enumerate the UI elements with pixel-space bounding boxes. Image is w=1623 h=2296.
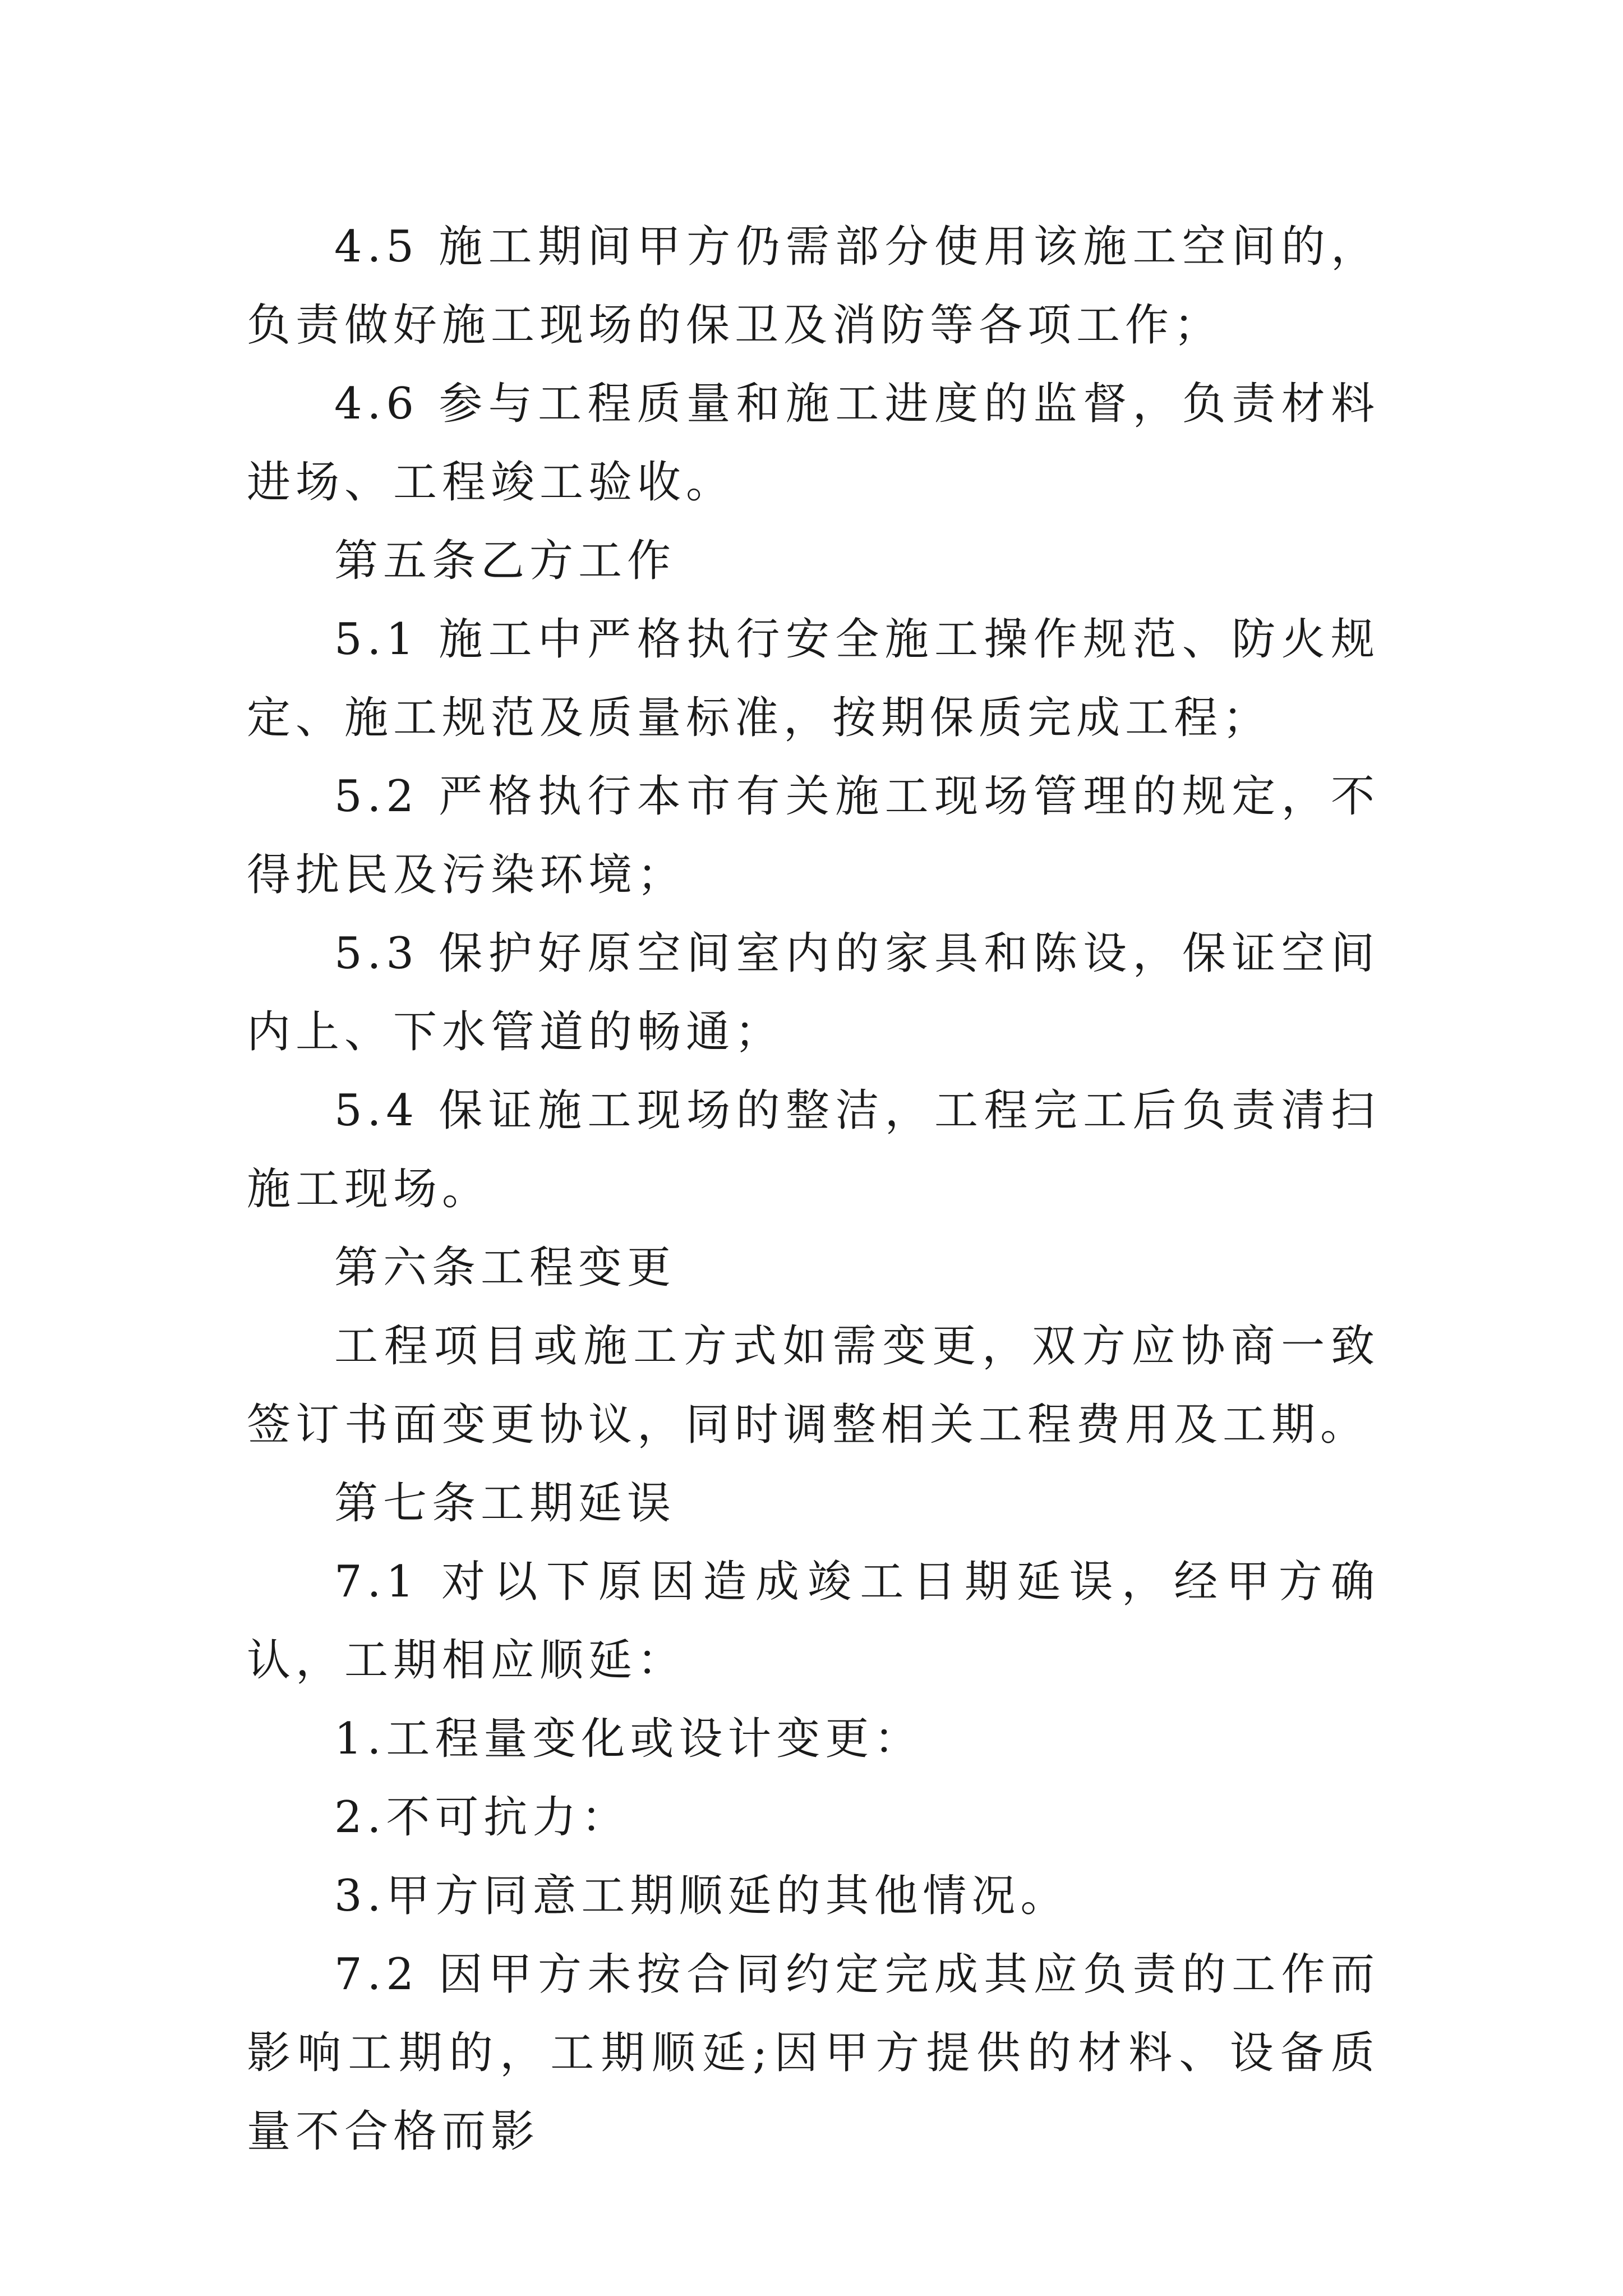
clause-7-2: 7.2 因甲方未按合同约定完成其应负责的工作而影响工期的，工期顺延;因甲方提供的材料、设备质量不合格而影 — [247, 1949, 1380, 2157]
clause-4-5: 4.5 施工期间甲方仍需部分使用该施工空间的，负责做好施工现场的保卫及消防等各项工作； — [247, 222, 1380, 351]
clause-5-4: 5.4 保证施工现场的整洁，工程完工后负责清扫施工现场。 — [247, 1085, 1380, 1214]
document-body — [247, 208, 1380, 2171]
clause-4-6: 4.6 参与工程质量和施工进度的监督，负责材料进场、工程竣工验收。 — [247, 379, 1380, 508]
list-item-2: 2.不可抗力： — [334, 1792, 630, 1843]
clause-5-2: 5.2 严格执行本市有关施工现场管理的规定，不得扰民及污染环境； — [247, 771, 1380, 900]
clause-5-3: 5.3 保护好原空间室内的家具和陈设，保证空间内上、下水管道的畅通； — [247, 928, 1380, 1057]
clause-7-1: 7.1 对以下原因造成竣工日期延误，经甲方确认，工期相应顺延： — [247, 1557, 1380, 1686]
article-6-heading: 第六条工程变更 — [334, 1243, 676, 1293]
list-item-3: 3.甲方同意工期顺延的其他情况。 — [334, 1871, 1069, 1921]
list-item-1: 1.工程量变化或设计变更： — [334, 1714, 923, 1764]
article-5-heading: 第五条乙方工作 — [334, 536, 676, 586]
article-7-heading: 第七条工期延误 — [334, 1478, 676, 1529]
clause-5-1: 5.1 施工中严格执行安全施工操作规范、防火规定、施工规范及质量标准，按期保质完成工程； — [247, 614, 1380, 743]
article-6-body: 工程项目或施工方式如需变更，双方应协商一致签订书面变更协议，同时调整相关工程费用及工期。 — [247, 1321, 1380, 1450]
